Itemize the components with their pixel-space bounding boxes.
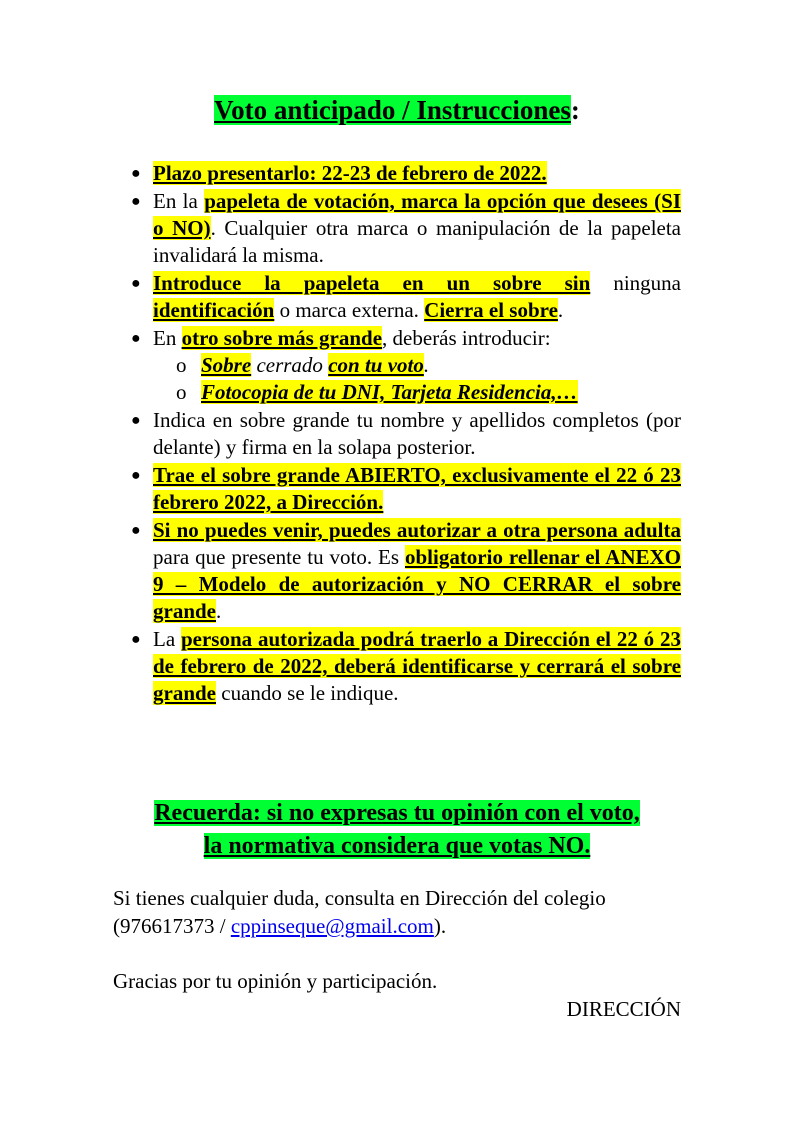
sub-bullet-icon: o <box>176 353 187 377</box>
contact-paragraph <box>113 884 683 940</box>
item-highlight: Introduce la papeleta en un sobre sin <box>153 271 591 295</box>
item-text: En la <box>153 189 205 213</box>
bullet-icon: ● <box>131 193 141 210</box>
instructions-list <box>131 160 682 708</box>
contact-line-2 <box>113 912 683 940</box>
bullet-icon: ● <box>131 522 141 539</box>
list-item-indica <box>131 407 681 461</box>
bullet-icon: ● <box>131 275 141 292</box>
item-highlight: obligatorio rellenar el ANEXO 9 – Modelo de autorización y NO CERRAR el sobre grande <box>153 545 681 623</box>
item-text: La <box>153 627 181 651</box>
contact-close: ). <box>433 914 447 938</box>
item-text: o marca externa. <box>274 298 425 322</box>
item-highlight: Cierra el sobre <box>424 298 558 322</box>
reminder-line-1 <box>0 797 794 830</box>
email-link[interactable]: cppinseque@gmail.com <box>230 914 434 938</box>
bullet-icon: ● <box>131 412 141 429</box>
sub-text: cerrado <box>251 353 329 377</box>
sub-text: . <box>423 353 430 377</box>
page-title <box>0 92 794 128</box>
sub-item-fotocopia <box>176 379 681 406</box>
item-text: Indica en sobre grande tu nombre y apellidos completos (por delante) y firma en la solapa posterior. <box>153 408 681 459</box>
item-highlight: papeleta de votación, marca la opción que desees (SI o NO) <box>153 189 681 240</box>
list-item-persona-autorizada <box>131 626 681 707</box>
title-text: Voto anticipado / Instrucciones <box>214 95 571 125</box>
sub-highlight: con tu voto <box>328 353 424 377</box>
list-item-otro-sobre <box>131 325 681 406</box>
item-text: ninguna <box>590 271 682 295</box>
reminder-text: Recuerda: si no expresas tu opinión con el voto, <box>154 800 640 826</box>
sub-highlight: Fotocopia de tu DNI, Tarjeta Residencia,… <box>201 380 578 404</box>
sub-bullet-icon: o <box>176 380 187 404</box>
item-text: . <box>216 599 222 623</box>
contact-phone: (976617373 / <box>113 914 231 938</box>
sub-item-sobre <box>176 352 681 379</box>
list-item-sobre <box>131 270 682 324</box>
contact-line-1: Si tienes cualquier duda, consulta en Dirección del colegio <box>113 886 606 910</box>
reminder-line-2 <box>0 830 794 863</box>
item-highlight: persona autorizada podrá traerlo a Dirección el 22 ó 23 de febrero de 2022, deberá identificarse y cerrará el sobre grande <box>153 627 681 705</box>
item-text: , deberás introducir: <box>382 326 551 350</box>
item-text: . Cualquier otra marca o manipulación de la papeleta invalidará la misma. <box>153 216 682 267</box>
item-highlight: Trae el sobre grande ABIERTO, exclusivamente el 22 ó 23 febrero 2022, a Dirección. <box>153 463 681 514</box>
signature: DIRECCIÓN <box>566 997 681 1021</box>
list-item-autorizar <box>131 517 681 625</box>
item-text: Plazo presentarlo: 22-23 de febrero de 2022. <box>153 161 547 185</box>
item-text: para que presente tu voto. Es <box>153 545 405 569</box>
bullet-icon: ● <box>131 165 141 182</box>
list-item-trae <box>131 462 681 516</box>
thanks-paragraph: Gracias por tu opinión y participación. <box>113 969 438 993</box>
list-item-papeleta <box>131 188 682 269</box>
item-highlight: identificación <box>153 298 275 322</box>
reminder-block <box>0 797 794 863</box>
item-highlight: Si no puedes venir, puedes autorizar a otra persona adulta <box>153 518 681 542</box>
item-text: cuando se le indique. <box>216 681 399 705</box>
bullet-icon: ● <box>131 631 141 648</box>
item-highlight: otro sobre más grande <box>181 326 383 350</box>
bullet-icon: ● <box>131 330 141 347</box>
title-colon: : <box>570 95 580 125</box>
bullet-icon: ● <box>131 467 141 484</box>
reminder-text: la normativa considera que votas NO. <box>203 833 591 859</box>
list-item-plazo <box>131 160 681 187</box>
item-text: En <box>153 326 182 350</box>
item-text: . <box>557 298 564 322</box>
sub-highlight: Sobre <box>201 353 252 377</box>
